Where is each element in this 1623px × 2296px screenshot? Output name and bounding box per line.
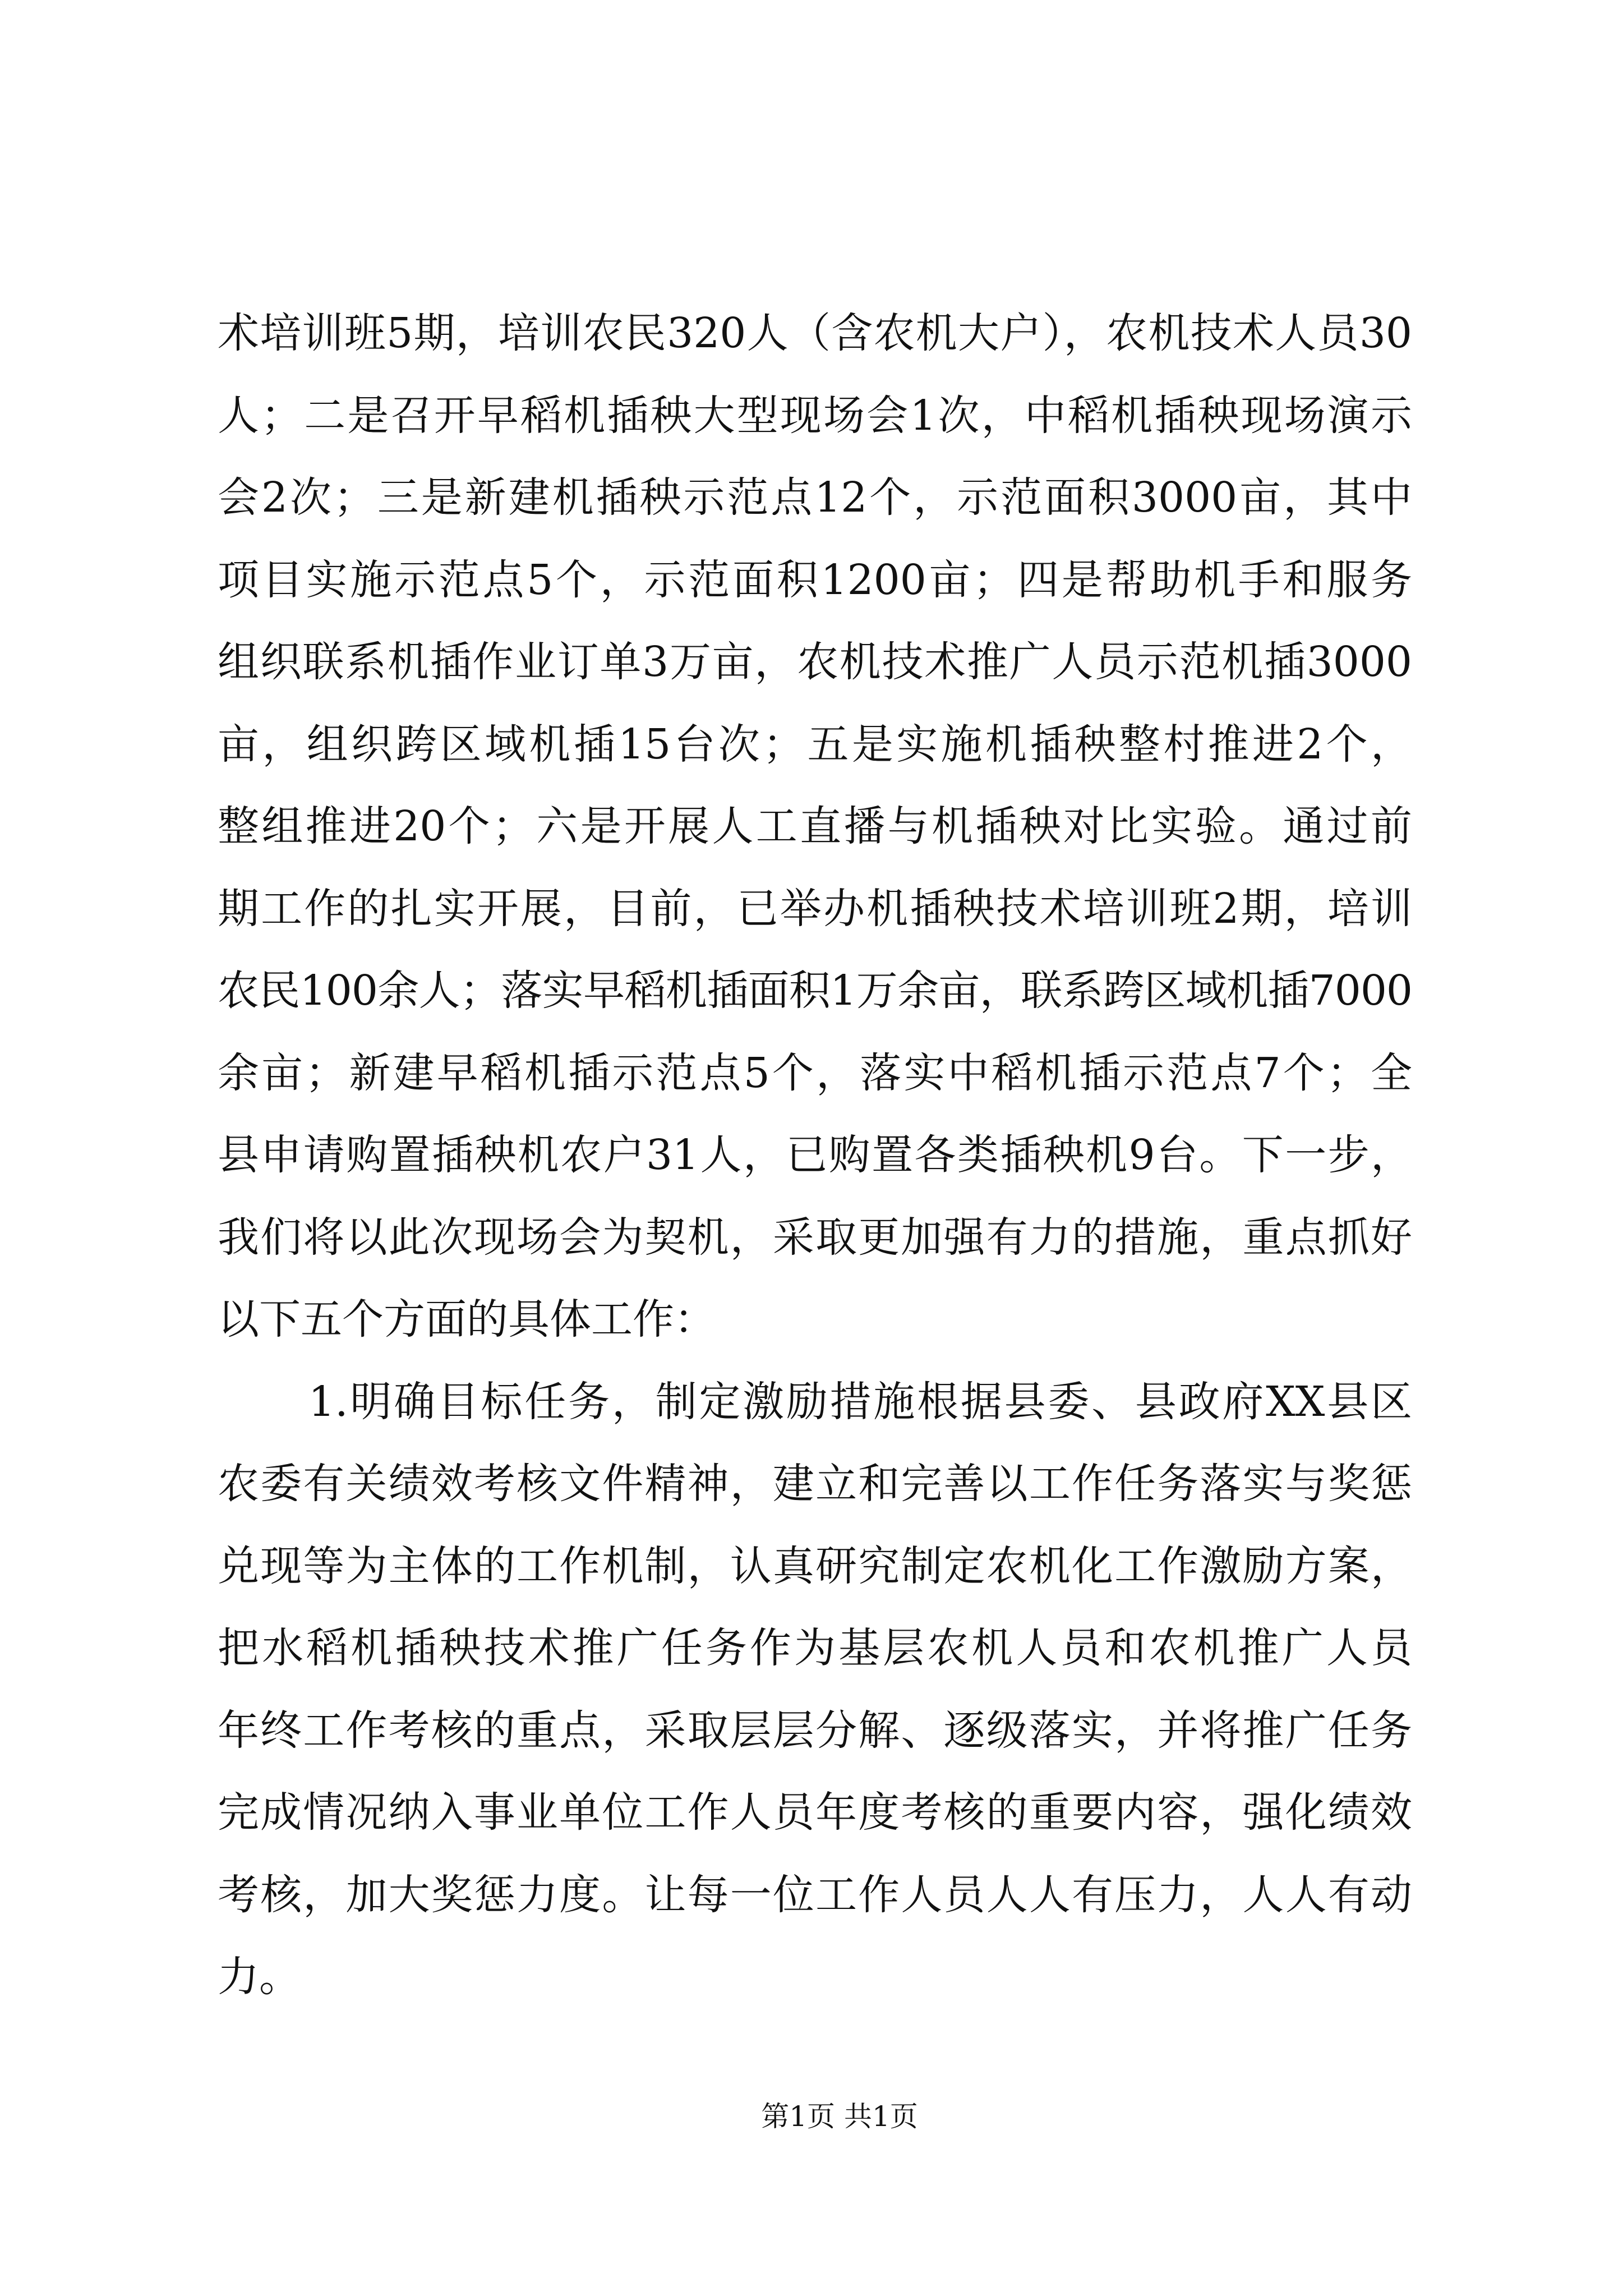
text-line: 农民100余人；落实早稻机插面积1万余亩，联系跨区域机插7000 — [218, 967, 1412, 1015]
text-line: 农委有关绩效考核文件精神，建立和完善以工作任务落实与奖惩 — [218, 1460, 1412, 1508]
text-line: 余亩；新建早稻机插示范点5个，落实中稻机插示范点7个；全 — [218, 1048, 1412, 1097]
text-line: 人；二是召开早稻机插秧大型现场会1次，中稻机插秧现场演示 — [218, 391, 1412, 440]
paragraph — [218, 1361, 1412, 2018]
text-line: 力。 — [218, 1953, 301, 2001]
text-line: 术培训班5期，培训农民320人（含农机大户），农机技术人员30 — [218, 309, 1412, 357]
text-line: 组织联系机插作业订单3万亩，农机技术推广人员示范机插3000 — [218, 638, 1412, 686]
text-line: 完成情况纳入事业单位工作人员年度考核的重要内容，强化绩效 — [218, 1788, 1412, 1837]
text-line: 项目实施示范点5个，示范面积1200亩；四是帮助机手和服务 — [218, 555, 1412, 604]
text-line: 兑现等为主体的工作机制，认真研究制定农机化工作激励方案， — [218, 1542, 1412, 1590]
text-line: 整组推进20个；六是开展人工直播与机插秧对比实验。通过前 — [218, 802, 1412, 850]
text-line: 我们将以此次现场会为契机，采取更加强有力的措施，重点抓好 — [218, 1213, 1412, 1262]
text-line: 考核，加大奖惩力度。让每一位工作人员人人有压力，人人有动 — [218, 1870, 1412, 1919]
text-line: 会2次；三是新建机插秧示范点12个，示范面积3000亩，其中 — [218, 473, 1412, 522]
text-line: 期工作的扎实开展，目前，已举办机插秧技术培训班2期，培训 — [218, 884, 1412, 933]
document-body — [218, 292, 1412, 2018]
text-line: 把水稻机插秧技术推广任务作为基层农机人员和农机推广人员 — [218, 1624, 1412, 1672]
paragraph — [218, 292, 1412, 1361]
text-line: 1.明确目标任务，制定激励措施根据县委、县政府XX县区 — [308, 1377, 1412, 1426]
text-line: 年终工作考核的重点，采取层层分解、逐级落实，并将推广任务 — [218, 1706, 1412, 1755]
page-number-footer: 第1页 共1页 — [761, 2100, 918, 2133]
text-line: 县申请购置插秧机农户31人，已购置各类插秧机9台。下一步， — [218, 1131, 1412, 1179]
text-line: 以下五个方面的具体工作： — [218, 1295, 716, 1343]
text-line: 亩，组织跨区域机插15台次；五是实施机插秧整村推进2个， — [218, 720, 1412, 769]
